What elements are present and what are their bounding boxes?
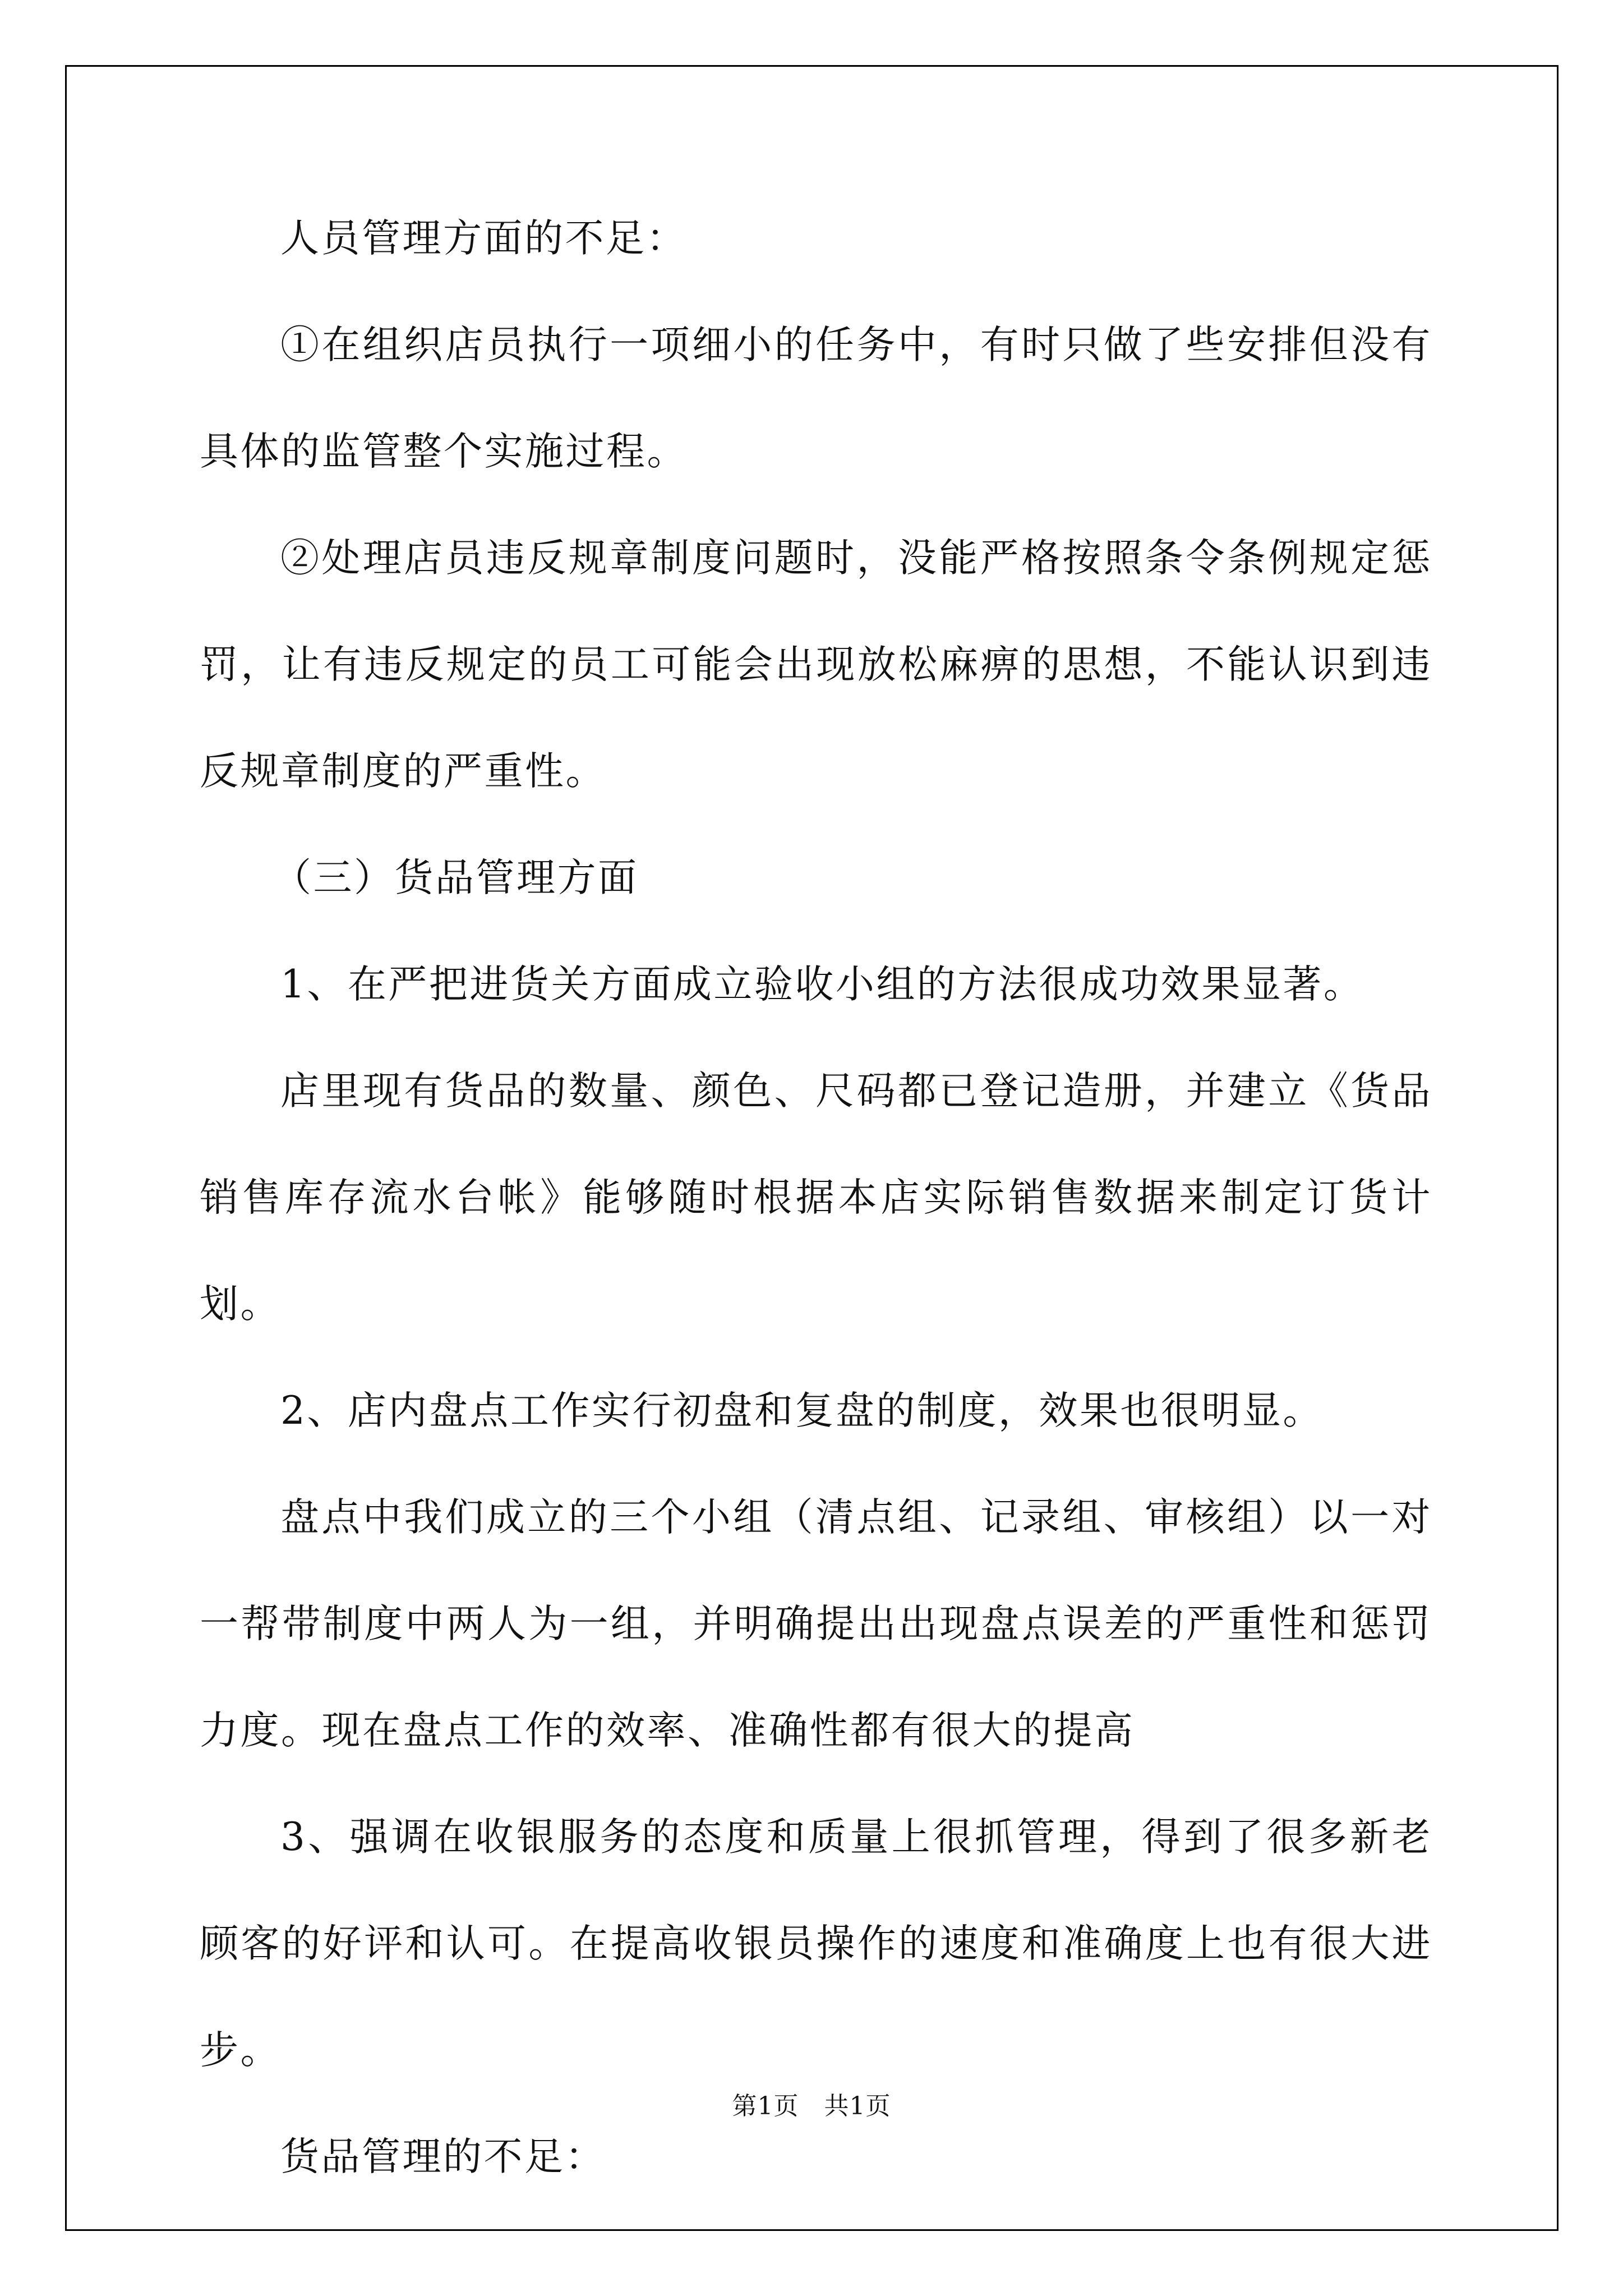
paragraph: 盘点中我们成立的三个小组（清点组、记录组、审核组）以一对一帮带制度中两人为一组，并明确提出出现盘点误差的严重性和惩罚力度。现在盘点工作的效率、准确性都有很大的提高 (200, 1495, 1432, 1753)
paragraph: ②处理店员违反规章制度问题时，没能严格按照条令条例规定惩罚，让有违反规定的员工可能会出现放松麻痹的思想，不能认识到违反规章制度的严重性。 (200, 536, 1432, 794)
paragraph: 人员管理方面的不足： (280, 216, 687, 261)
page-number-footer: 第1页 共1页 (732, 2092, 891, 2120)
paragraph: 3、强调在收银服务的态度和质量上很抓管理，得到了很多新老顾客的好评和认可。在提高收银员操作的速度和准确度上也有很大进步。 (200, 1815, 1432, 2073)
document-body (200, 185, 1432, 2210)
paragraph: 货品管理的不足： (280, 2134, 606, 2179)
section-heading: （三）货品管理方面 (273, 855, 639, 900)
paragraph: 2、店内盘点工作实行初盘和复盘的制度，效果也很明显。 (280, 1388, 1324, 1433)
paragraph: 店里现有货品的数量、颜色、尺码都已登记造册，并建立《货品销售库存流水台帐》能够随时根据本店实际销售数据来制定订货计划。 (200, 1069, 1432, 1327)
paragraph: 1、在严把进货关方面成立验收小组的方法很成功效果显著。 (280, 962, 1364, 1007)
paragraph: ①在组织店员执行一项细小的任务中，有时只做了些安排但没有具体的监管整个实施过程。 (200, 323, 1432, 474)
